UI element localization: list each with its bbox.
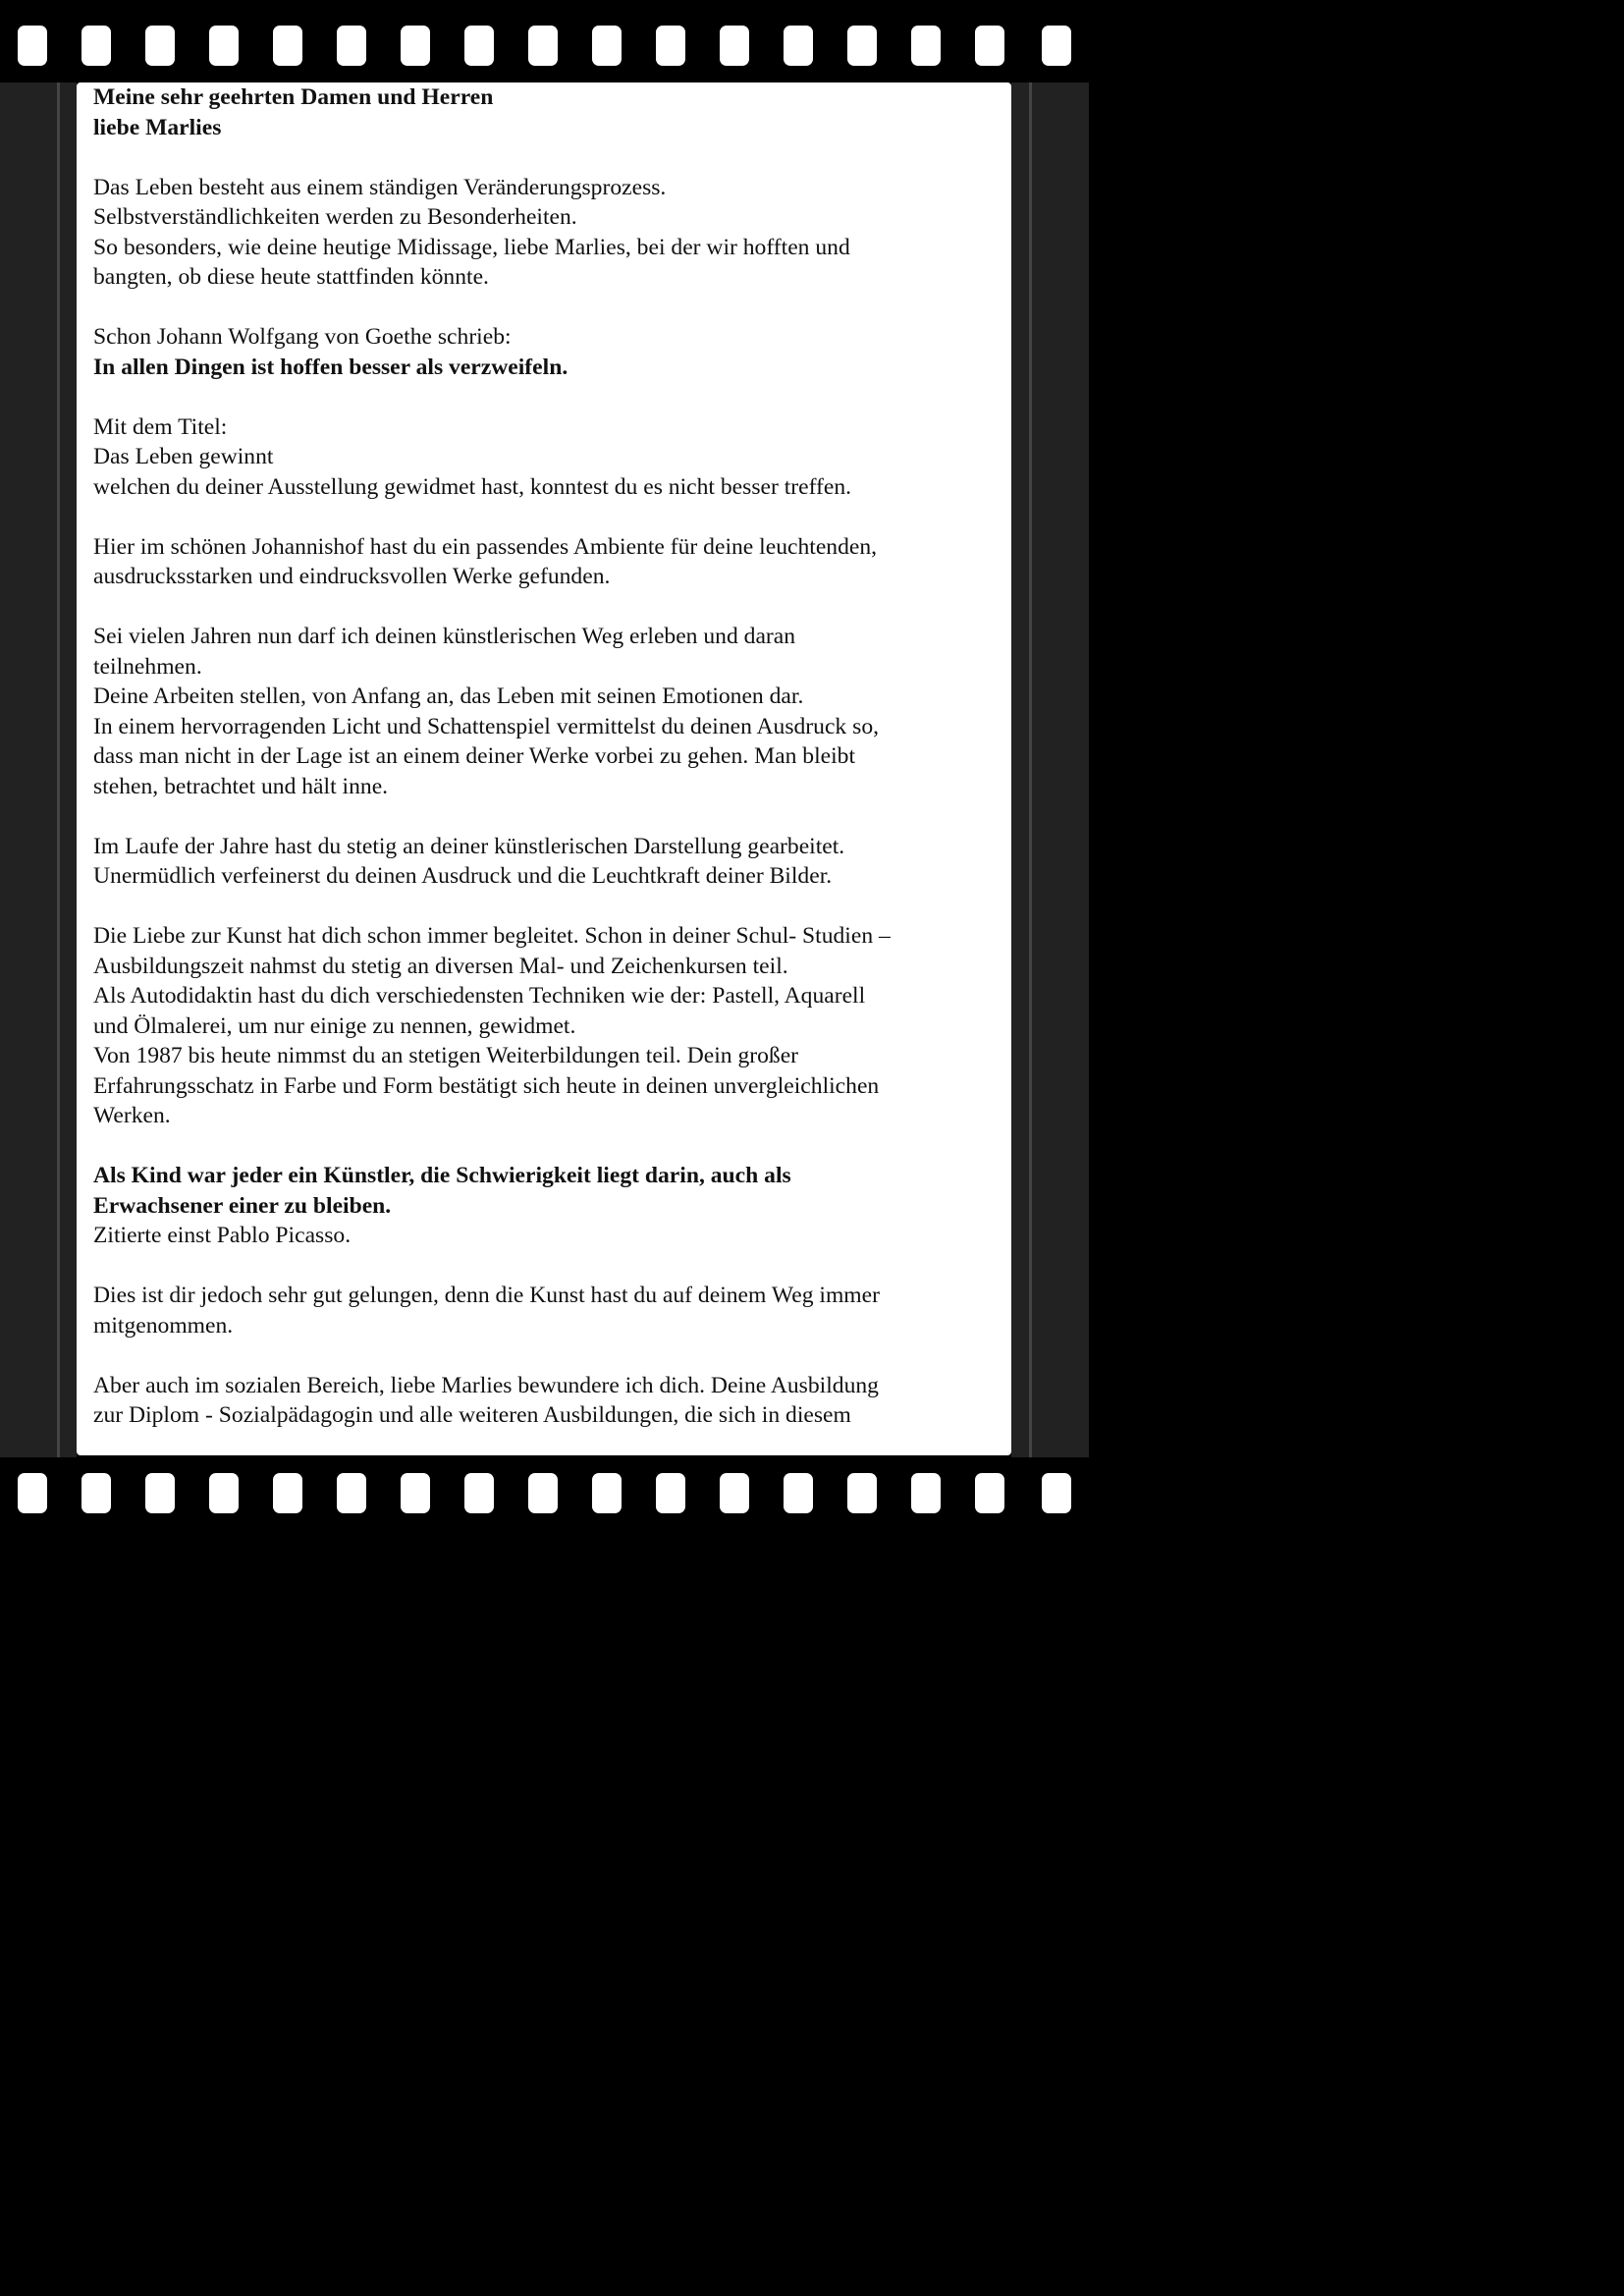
sprocket-hole [145,26,175,66]
text-line: zur Diplom - Sozialpädagogin und alle weiteren Ausbildungen, die sich in diesem [93,1402,851,1428]
quote-attribution: Zitierte einst Pablo Picasso. [93,1223,352,1248]
sprocket-hole [18,26,47,66]
greeting-line: liebe Marlies [93,114,222,140]
sprocket-hole [1042,1473,1071,1513]
sprocket-hole [401,26,430,66]
picasso-quote: Erwachsener einer zu bleiben. [93,1192,392,1219]
exhibition-title: Das Leben gewinnt [93,444,274,469]
text-line: Erfahrungsschatz in Farbe und Form bestätigt sich heute in deinen unvergleichlichen [93,1072,880,1099]
sprocket-hole [975,1473,1004,1513]
text-line: In einem hervorragenden Licht und Schattenspiel vermittelst du deinen Ausdruck so, [93,713,880,739]
text-line: Im Laufe der Jahre hast du stetig an deiner künstlerischen Darstellung gearbeitet. [93,833,845,859]
text-line: Von 1987 bis heute nimmst du an stetigen Weiterbildungen teil. Dein großer [93,1043,799,1068]
paragraph [93,532,992,592]
text-line: bangten, ob diese heute stattfinden könnte. [93,264,489,290]
sprocket-hole [720,1473,749,1513]
sprocket-hole [145,1473,175,1513]
sprocket-hole [847,1473,877,1513]
text-line: Sei vielen Jahren nun darf ich deinen künstlerischen Weg erleben und daran [93,624,796,649]
text-line: Als Autodidaktin hast du dich verschiedensten Techniken wie der: Pastell, Aquarell [93,983,866,1009]
paragraph [93,173,992,293]
text-line: Das Leben besteht aus einem ständigen Veränderungsprozess. [93,174,667,200]
sprocket-hole [337,1473,366,1513]
sprocket-hole [720,26,749,66]
paragraph [93,832,992,892]
document-page [77,82,1011,1455]
picasso-quote: Als Kind war jeder ein Künstler, die Schwierigkeit liegt darin, auch als [93,1163,791,1188]
greeting [93,82,992,142]
text-line: teilnehmen. [93,653,202,680]
film-rail-left [57,82,60,1457]
sprocket-hole [847,26,877,66]
film-rail-right [1029,82,1032,1457]
film-side-left [0,82,77,1457]
sprocket-hole [784,26,813,66]
sprocket-hole [911,26,941,66]
text-line: Schon Johann Wolfgang von Goethe schrieb: [93,324,512,350]
text-line: Hier im schönen Johannishof hast du ein passendes Ambiente für deine leuchtenden, [93,533,878,560]
text-line: Werken. [93,1103,171,1128]
sprocket-hole [337,26,366,66]
film-side-right [1011,82,1089,1457]
sprocket-hole [401,1473,430,1513]
paragraph [93,622,992,801]
text-line: Die Liebe zur Kunst hat dich schon immer begleitet. Schon in deiner Schul- Studien – [93,923,891,949]
sprocket-hole [528,1473,558,1513]
sprocket-hole [1042,26,1071,66]
sprocket-hole [464,1473,494,1513]
paragraph [93,1281,992,1340]
sprocket-hole [273,1473,302,1513]
paragraph [93,412,992,503]
paragraph [93,921,992,1131]
sprocket-hole [528,26,558,66]
film-strip-top [0,0,1089,82]
paragraph [93,1161,992,1251]
text-line: dass man nicht in der Lage ist an einem deiner Werke vorbei zu gehen. Man bleibt [93,743,856,769]
paragraph [93,322,992,382]
text-line: Dies ist dir jedoch sehr gut gelungen, denn die Kunst hast du auf deinem Weg immer [93,1283,880,1308]
sprocket-hole [656,1473,685,1513]
text-line: Selbstverständlichkeiten werden zu Besonderheiten. [93,204,577,230]
text-line: ausdrucksstarken und eindrucksvollen Werke gefunden. [93,564,611,589]
goethe-quote: In allen Dingen ist hoffen besser als verzweifeln. [93,354,568,380]
film-strip-bottom [0,1457,1089,1540]
sprocket-hole [464,26,494,66]
sprocket-hole [592,1473,622,1513]
text-line: stehen, betrachtet und hält inne. [93,773,389,799]
text-line: Mit dem Titel: [93,413,228,440]
text-line: welchen du deiner Ausstellung gewidmet hast, konntest du es nicht besser treffen. [93,473,852,500]
sprocket-hole [656,26,685,66]
sprocket-hole [81,26,111,66]
sprocket-hole [81,1473,111,1513]
text-line: So besonders, wie deine heutige Midissage, liebe Marlies, bei der wir hofften und [93,234,850,260]
sprocket-hole [592,26,622,66]
greeting-line: Meine sehr geehrten Damen und Herren [93,84,494,110]
text-line: Aber auch im sozialen Bereich, liebe Marlies bewundere ich dich. Deine Ausbildung [93,1372,879,1398]
sprocket-hole [18,1473,47,1513]
text-line: und Ölmalerei, um nur einige zu nennen, gewidmet. [93,1012,576,1039]
sprocket-hole [209,26,239,66]
text-line: Ausbildungszeit nahmst du stetig an diversen Mal- und Zeichenkursen teil. [93,953,788,979]
sprocket-hole [911,1473,941,1513]
paragraph [93,1371,992,1431]
sprocket-hole [209,1473,239,1513]
text-line: Deine Arbeiten stellen, von Anfang an, das Leben mit seinen Emotionen dar. [93,683,804,709]
sprocket-hole [784,1473,813,1513]
text-line: mitgenommen. [93,1312,234,1339]
sprocket-hole [975,26,1004,66]
sprocket-hole [273,26,302,66]
text-line: Unermüdlich verfeinerst du deinen Ausdruck und die Leuchtkraft deiner Bilder. [93,863,833,889]
